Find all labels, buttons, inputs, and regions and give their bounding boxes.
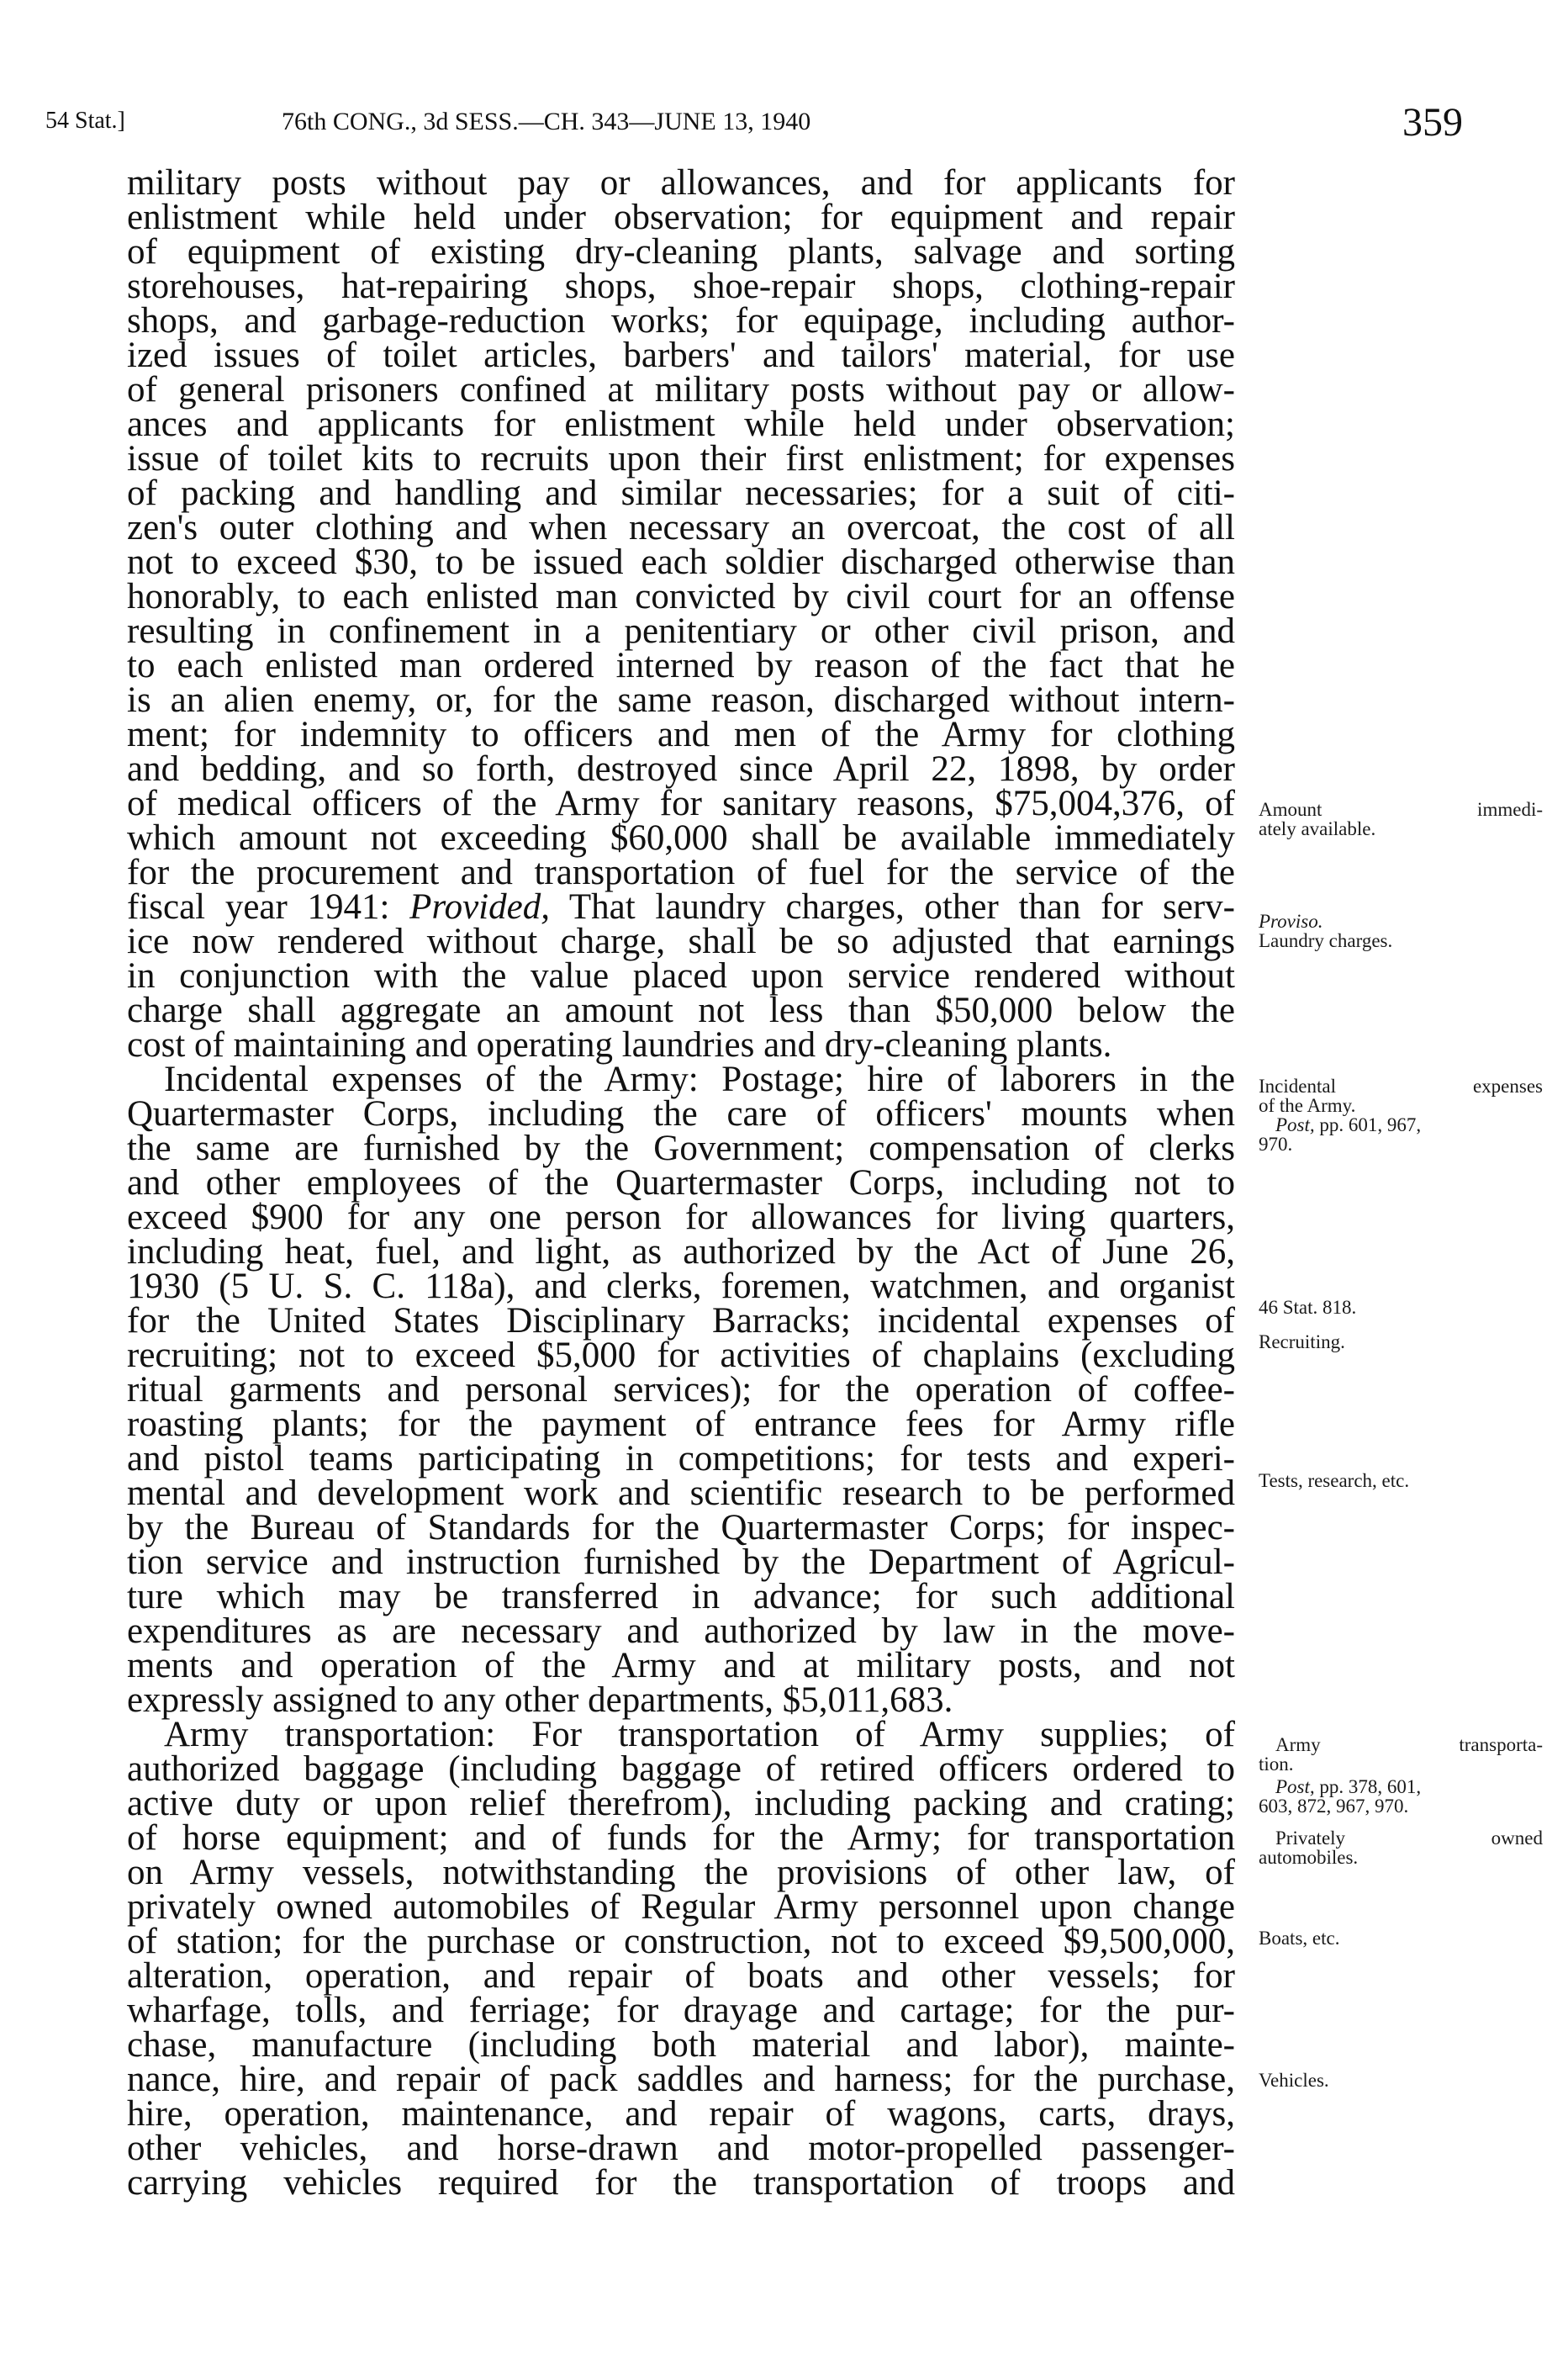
body-line: expressly assigned to any other departments, $5,011,683. bbox=[127, 1680, 953, 1720]
margin-note: 970. bbox=[1259, 1134, 1293, 1155]
body-line: charge shall aggregate an amount not less than $50,000 below the bbox=[127, 991, 1235, 1030]
body-line: cost of maintaining and operating laundries and dry-cleaning plants. bbox=[127, 1025, 1112, 1065]
margin-note-pages: pp. 378, 601, bbox=[1319, 1776, 1422, 1797]
body-line: mental and development work and scientific research to be performed bbox=[127, 1473, 1235, 1513]
body-line: and pistol teams participating in competitions; for tests and experi- bbox=[127, 1439, 1235, 1479]
body-line: authorized baggage (including baggage of retired officers ordered to bbox=[127, 1749, 1235, 1789]
body-line-rest: That laundry charges, other than for serv- bbox=[568, 887, 1236, 927]
body-line: carrying vehicles required for the transportation of troops and bbox=[127, 2163, 1235, 2203]
body-line: ice now rendered without charge, shall be so adjusted that earnings bbox=[127, 922, 1235, 961]
body-line: hire, operation, maintenance, and repair of wagons, carts, drays, bbox=[127, 2094, 1235, 2134]
body-line: exceed $900 for any one person for allowances for living quarters, bbox=[127, 1198, 1235, 1237]
body-line: is an alien enemy, or, for the same reason, discharged without intern- bbox=[127, 680, 1235, 720]
body-line: for the United States Disciplinary Barracks; incidental expenses of bbox=[127, 1301, 1235, 1341]
running-head-session: 76th CONG., 3d SESS.—CH. 343—JUNE 13, 1940 bbox=[282, 108, 811, 135]
body-line: ritual garments and personal services); for the operation of coffee- bbox=[127, 1370, 1235, 1410]
margin-note bbox=[1259, 1115, 1543, 1135]
body-line: ments and operation of the Army and at military posts, and not bbox=[127, 1646, 1235, 1685]
body-line: of equipment of existing dry-cleaning plants, salvage and sorting bbox=[127, 232, 1235, 272]
body-line: resulting in confinement in a penitentiary or other civil prison, and bbox=[127, 611, 1235, 651]
body-line: not to exceed $30, to be issued each soldier discharged otherwise than bbox=[127, 542, 1235, 582]
body-line: Incidental expenses of the Army: Postage; hire of laborers in the bbox=[164, 1060, 1235, 1099]
margin-note-post: Post, bbox=[1275, 1114, 1315, 1135]
page-number: 359 bbox=[1402, 100, 1463, 145]
body-line: of packing and handling and similar necessaries; for a suit of citi- bbox=[127, 473, 1235, 513]
body-line: expenditures as are necessary and authorized by law in the move- bbox=[127, 1611, 1235, 1651]
body-line: military posts without pay or allowances, and for applicants for bbox=[127, 163, 1235, 203]
body-line: chase, manufacture (including both material and labor), mainte- bbox=[127, 2025, 1235, 2065]
body-line: nance, hire, and repair of pack saddles and harness; for the purchase, bbox=[127, 2060, 1235, 2099]
body-line: zen's outer clothing and when necessary an overcoat, the cost of all bbox=[127, 508, 1235, 548]
margin-note: Privately owned bbox=[1275, 1828, 1543, 1849]
body-line: alteration, operation, and repair of boats and other vessels; for bbox=[127, 1956, 1235, 1996]
margin-note: of the Army. bbox=[1259, 1095, 1356, 1116]
body-line: 1930 (5 U. S. C. 118a), and clerks, foremen, watchmen, and organist bbox=[127, 1267, 1235, 1306]
margin-note: tion. bbox=[1259, 1754, 1294, 1775]
margin-note: 46 Stat. 818. bbox=[1259, 1297, 1357, 1318]
margin-note: 603, 872, 967, 970. bbox=[1259, 1796, 1409, 1817]
body-line: honorably, to each enlisted man convicted by civil court for an offense bbox=[127, 577, 1235, 616]
body-line: ized issues of toilet articles, barbers' and tailors' material, for use bbox=[127, 336, 1235, 375]
margin-note: Army transporta- bbox=[1275, 1734, 1543, 1755]
margin-note bbox=[1259, 1777, 1543, 1797]
body-line: and bedding, and so forth, destroyed since April 22, 1898, by order bbox=[127, 749, 1235, 789]
margin-note: Tests, research, etc. bbox=[1259, 1470, 1410, 1491]
body-line: privately owned automobiles of Regular Army personnel upon change bbox=[127, 1887, 1235, 1927]
body-line: of horse equipment; and of funds for the Army; for transportation bbox=[127, 1818, 1235, 1858]
body-line: the same are furnished by the Government; compensation of clerks bbox=[127, 1129, 1235, 1168]
body-line: including heat, fuel, and light, as authorized by the Act of June 26, bbox=[127, 1232, 1235, 1272]
body-line: ture which may be transferred in advance; for such additional bbox=[127, 1577, 1235, 1616]
body-line: recruiting; not to exceed $5,000 for activities of chaplains (excluding bbox=[127, 1336, 1235, 1375]
body-line: on Army vessels, notwithstanding the provisions of other law, of bbox=[127, 1853, 1235, 1892]
body-line: Army transportation: For transportation of Army supplies; of bbox=[164, 1715, 1235, 1754]
margin-note: Boats, etc. bbox=[1259, 1928, 1340, 1949]
body-line: roasting plants; for the payment of entrance fees for Army rifle bbox=[127, 1404, 1235, 1444]
body-line: in conjunction with the value placed upon service rendered without bbox=[127, 956, 1235, 996]
margin-note: automobiles. bbox=[1259, 1847, 1359, 1868]
body-line: other vehicles, and horse-drawn and motor-propelled passenger- bbox=[127, 2129, 1235, 2168]
running-head-statute: 54 Stat.] bbox=[45, 108, 125, 134]
margin-note: Vehicles. bbox=[1259, 2070, 1329, 2091]
body-line: and other employees of the Quartermaster Corps, including not to bbox=[127, 1163, 1235, 1203]
body-line: shops, and garbage-reduction works; for equipage, including author- bbox=[127, 301, 1235, 341]
margin-note: Proviso. bbox=[1259, 911, 1323, 932]
body-line: which amount not exceeding $60,000 shall be available immediately bbox=[127, 818, 1235, 858]
body-line: storehouses, hat-repairing shops, shoe-repair shops, clothing-repair bbox=[127, 267, 1235, 306]
margin-note: Recruiting. bbox=[1259, 1331, 1345, 1352]
body-line: of medical officers of the Army for sanitary reasons, $75,004,376, of bbox=[127, 784, 1235, 823]
body-line-start: fiscal year 1941: bbox=[127, 887, 390, 927]
body-line: active duty or upon relief therefrom), including packing and crating; bbox=[127, 1784, 1235, 1823]
body-line: tion service and instruction furnished by the Department of Agricul- bbox=[127, 1542, 1235, 1582]
body-line: of general prisoners confined at military posts without pay or allow- bbox=[127, 370, 1235, 410]
body-line: for the procurement and transportation of fuel for the service of the bbox=[127, 853, 1235, 892]
body-line: issue of toilet kits to recruits upon their first enlistment; for expenses bbox=[127, 439, 1235, 479]
margin-note: Incidental expenses bbox=[1259, 1076, 1543, 1097]
body-line: wharfage, tolls, and ferriage; for drayage and cartage; for the pur- bbox=[127, 1991, 1235, 2030]
body-line: by the Bureau of Standards for the Quartermaster Corps; for inspec- bbox=[127, 1508, 1235, 1547]
body-line: Quartermaster Corps, including the care of officers' mounts when bbox=[127, 1094, 1235, 1134]
body-line: ment; for indemnity to officers and men of the Army for clothing bbox=[127, 715, 1235, 754]
margin-note-post: Post, bbox=[1275, 1776, 1315, 1797]
body-line: of station; for the purchase or construction, not to exceed $9,500,000, bbox=[127, 1922, 1235, 1961]
proviso-term: Provided, bbox=[409, 887, 550, 927]
margin-note-pages: pp. 601, 967, bbox=[1319, 1114, 1422, 1135]
margin-note: ately available. bbox=[1259, 818, 1376, 839]
body-line bbox=[127, 887, 1236, 927]
body-line: enlistment while held under observation; for equipment and repair bbox=[127, 198, 1235, 237]
margin-note: Laundry charges. bbox=[1259, 930, 1393, 951]
margin-note: Amount immedi- bbox=[1259, 799, 1543, 820]
body-line: ances and applicants for enlistment while held under observation; bbox=[127, 405, 1235, 444]
body-line: to each enlisted man ordered interned by reason of the fact that he bbox=[127, 646, 1235, 685]
